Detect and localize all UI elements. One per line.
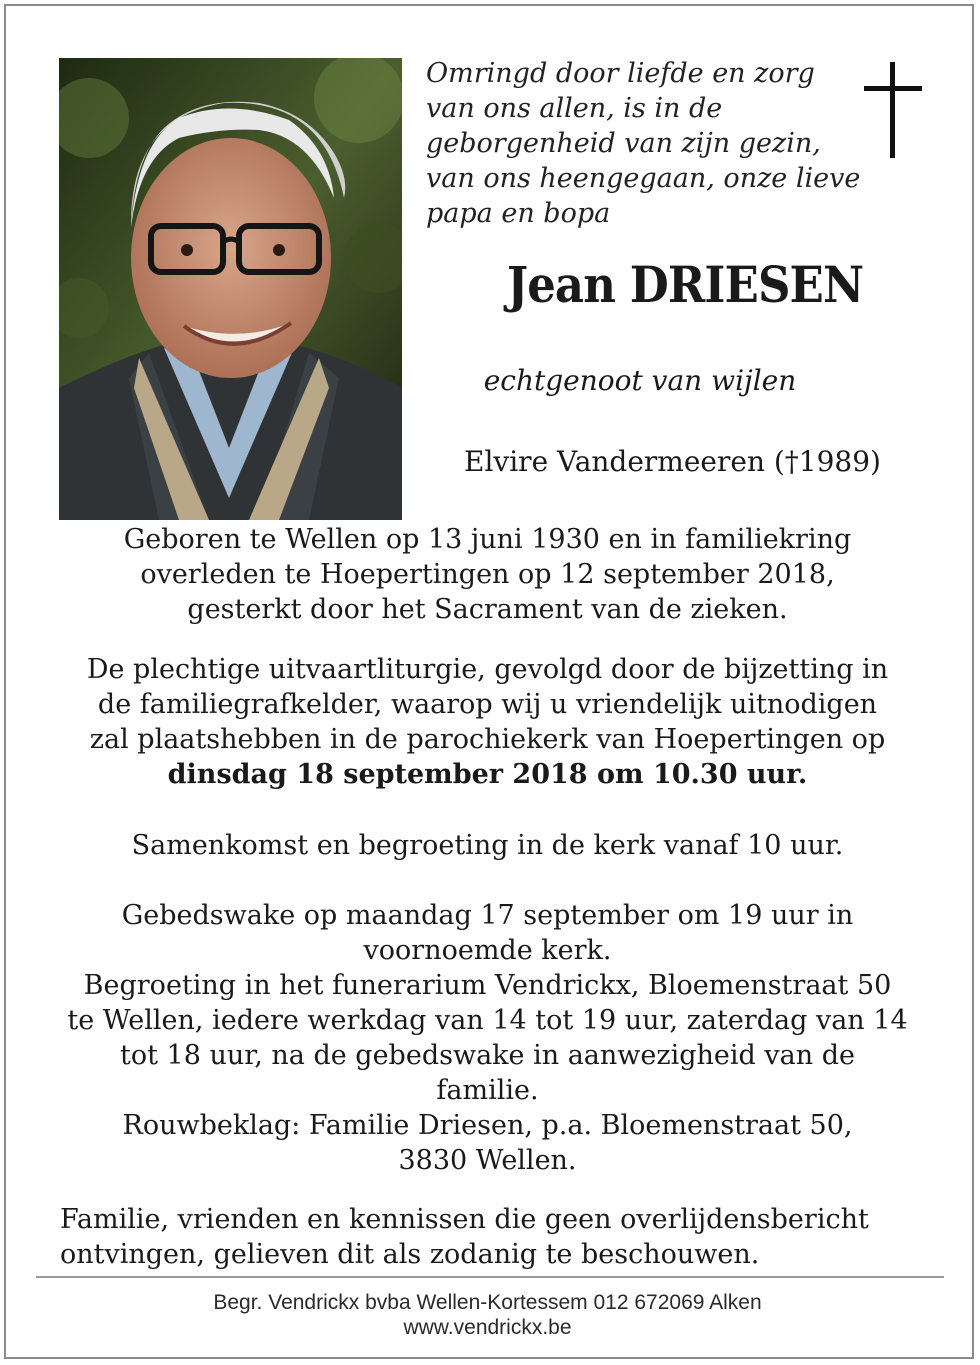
paragraph-line: voornoemde kerk. (363, 935, 612, 966)
intro-line: geborgenheid van zijn gezin, (426, 128, 821, 159)
footer-divider (36, 1276, 944, 1278)
funeral-paragraph (40, 652, 935, 792)
gathering-paragraph (40, 828, 935, 863)
footer-website: www.vendrickx.be (403, 1316, 572, 1339)
paragraph-line: zal plaatshebben in de parochiekerk van Hoepertingen op (89, 724, 886, 755)
paragraph-line: Samenkomst en begroeting in de kerk vanaf 10 uur. (131, 830, 844, 861)
paragraph-line: Rouwbeklag: Familie Driesen, p.a. Bloemenstraat 50, (122, 1110, 853, 1141)
wake-paragraph (40, 898, 935, 1178)
paragraph-line: Geboren te Wellen op 13 juni 1930 en in familiekring (123, 524, 852, 555)
paragraph-line: de familiegrafkelder, waarop wij u vriendelijk uitnodigen (97, 689, 878, 720)
paragraph-line: familie. (436, 1075, 539, 1106)
closing-paragraph (60, 1202, 940, 1272)
intro-line: papa en bopa (426, 198, 611, 229)
portrait-photo (59, 58, 402, 520)
spouse-name: Elvire Vandermeeren (†1989) (464, 445, 881, 478)
intro-text (426, 56, 861, 231)
deceased-name: Jean DRIESEN (506, 255, 864, 314)
footer-company: Begr. Vendrickx bvba Wellen-Kortessem 012 672069 Alken (213, 1291, 762, 1314)
footer (40, 1290, 935, 1340)
paragraph-line: overleden te Hoepertingen op 12 september 2018, (140, 559, 835, 590)
paragraph-line: 3830 Wellen. (398, 1145, 577, 1176)
intro-line: Omringd door liefde en zorg (426, 58, 815, 89)
intro-line: van ons allen, is in de (426, 93, 723, 124)
paragraph-line: Gebedswake op maandag 17 september om 19 uur in (121, 900, 854, 931)
paragraph-line: De plechtige uitvaartliturgie, gevolgd door de bijzetting in (86, 654, 889, 685)
paragraph-line: gesterkt door het Sacrament van de zieken. (187, 594, 788, 625)
cross-icon (864, 62, 922, 158)
paragraph-line: Familie, vrienden en kennissen die geen overlijdensbericht (60, 1204, 869, 1235)
paragraph-line: Begroeting in het funerarium Vendrickx, Bloemenstraat 50 (83, 970, 892, 1001)
paragraph-line: ontvingen, gelieven dit als zodanig te beschouwen. (60, 1239, 760, 1270)
intro-line: van ons heengegaan, onze lieve (426, 163, 861, 194)
spouse-label: echtgenoot van wijlen (483, 364, 797, 397)
funeral-datetime: dinsdag 18 september 2018 om 10.30 uur. (167, 759, 808, 790)
paragraph-line: te Wellen, iedere werkdag van 14 tot 19 uur, zaterdag van 14 (67, 1005, 908, 1036)
paragraph-line: tot 18 uur, na de gebedswake in aanwezigheid van de (120, 1040, 855, 1071)
birth-death-paragraph (40, 522, 935, 627)
